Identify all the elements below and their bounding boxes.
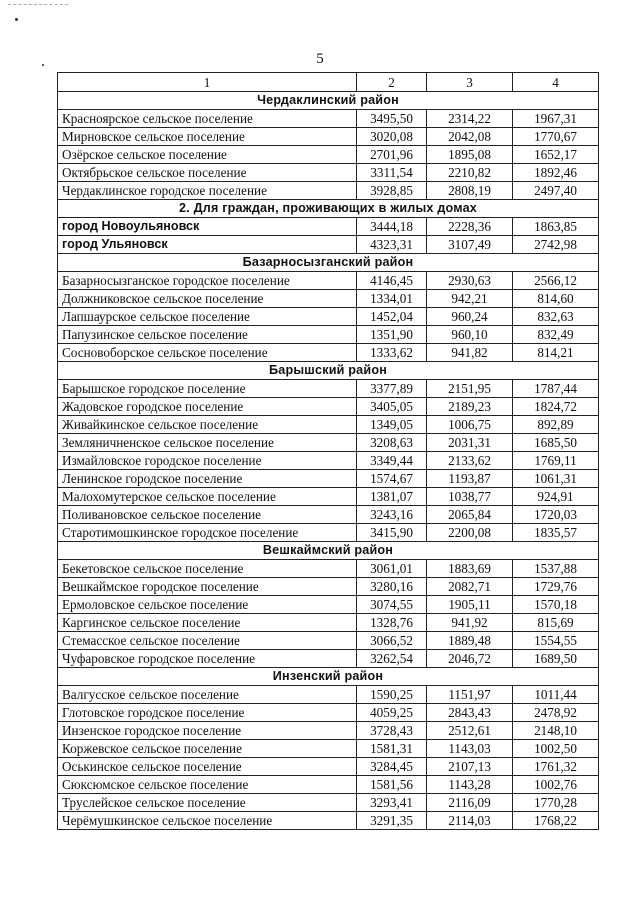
section-header-row <box>58 668 599 686</box>
table-row <box>58 272 599 290</box>
value-col-3: 1006,75 <box>427 416 513 434</box>
section-title: 2. Для граждан, проживающих в жилых домах <box>58 200 599 218</box>
value-col-3: 2046,72 <box>427 650 513 668</box>
value-col-4: 2566,12 <box>513 272 599 290</box>
settlement-name: Глотовское городское поселение <box>58 704 357 722</box>
section-title: Базарносызганский район <box>58 254 599 272</box>
table-row <box>58 506 599 524</box>
value-col-3: 941,92 <box>427 614 513 632</box>
table-row <box>58 110 599 128</box>
settlement-name: Сюксюмское сельское поселение <box>58 776 357 794</box>
table-row <box>58 308 599 326</box>
column-header: 2 <box>357 73 427 92</box>
value-col-4: 1967,31 <box>513 110 599 128</box>
value-col-4: 1770,28 <box>513 794 599 812</box>
settlement-name: Озёрское сельское поселение <box>58 146 357 164</box>
value-col-3: 2808,19 <box>427 182 513 200</box>
section-title: Барышский район <box>58 362 599 380</box>
section-title: Вешкаймский район <box>58 542 599 560</box>
value-col-3: 2512,61 <box>427 722 513 740</box>
settlement-name: Барышское городское поселение <box>58 380 357 398</box>
value-col-2: 3928,85 <box>357 182 427 200</box>
settlement-name: Чуфаровское городское поселение <box>58 650 357 668</box>
table-row <box>58 128 599 146</box>
value-col-4: 1011,44 <box>513 686 599 704</box>
settlement-name: Инзенское городское поселение <box>58 722 357 740</box>
value-col-2: 3444,18 <box>357 218 427 236</box>
value-col-3: 3107,49 <box>427 236 513 254</box>
value-col-3: 2200,08 <box>427 524 513 542</box>
table-row <box>58 434 599 452</box>
table-row <box>58 164 599 182</box>
value-col-4: 2478,92 <box>513 704 599 722</box>
value-col-2: 4059,25 <box>357 704 427 722</box>
section-title: Чердаклинский район <box>58 92 599 110</box>
value-col-3: 2189,23 <box>427 398 513 416</box>
value-col-4: 924,91 <box>513 488 599 506</box>
table-row <box>58 488 599 506</box>
value-col-2: 1334,01 <box>357 290 427 308</box>
table-row <box>58 560 599 578</box>
value-col-3: 2314,22 <box>427 110 513 128</box>
value-col-2: 1590,25 <box>357 686 427 704</box>
section-header-row <box>58 542 599 560</box>
value-col-2: 1328,76 <box>357 614 427 632</box>
table-row <box>58 794 599 812</box>
table-row <box>58 614 599 632</box>
value-col-4: 892,89 <box>513 416 599 434</box>
value-col-4: 1729,76 <box>513 578 599 596</box>
value-col-3: 2031,31 <box>427 434 513 452</box>
value-col-3: 941,82 <box>427 344 513 362</box>
value-col-4: 1537,88 <box>513 560 599 578</box>
value-col-2: 1351,90 <box>357 326 427 344</box>
value-col-3: 1895,08 <box>427 146 513 164</box>
value-col-3: 2228,36 <box>427 218 513 236</box>
value-col-3: 960,10 <box>427 326 513 344</box>
scan-speck <box>15 18 18 21</box>
table-row <box>58 398 599 416</box>
value-col-2: 4146,45 <box>357 272 427 290</box>
value-col-2: 3208,63 <box>357 434 427 452</box>
settlement-name: Октябрьское сельское поселение <box>58 164 357 182</box>
value-col-3: 2114,03 <box>427 812 513 830</box>
scan-artifact-line <box>8 4 68 5</box>
value-col-3: 1143,28 <box>427 776 513 794</box>
settlement-name: Папузинское сельское поселение <box>58 326 357 344</box>
table-row <box>58 470 599 488</box>
settlement-name: Земляничненское сельское поселение <box>58 434 357 452</box>
value-col-2: 3349,44 <box>357 452 427 470</box>
value-col-4: 1652,17 <box>513 146 599 164</box>
value-col-2: 3728,43 <box>357 722 427 740</box>
value-col-4: 832,63 <box>513 308 599 326</box>
table-row <box>58 812 599 830</box>
section-header-row <box>58 362 599 380</box>
table-row <box>58 146 599 164</box>
table-row <box>58 452 599 470</box>
table-row <box>58 578 599 596</box>
value-col-3: 1883,69 <box>427 560 513 578</box>
value-col-4: 1863,85 <box>513 218 599 236</box>
value-col-2: 1333,62 <box>357 344 427 362</box>
table-row <box>58 524 599 542</box>
settlement-name: Сосновоборское сельское поселение <box>58 344 357 362</box>
value-col-4: 1554,55 <box>513 632 599 650</box>
table-body <box>58 92 599 830</box>
section-title: Инзенский район <box>58 668 599 686</box>
settlement-name: Ленинское городское поселение <box>58 470 357 488</box>
value-col-4: 814,21 <box>513 344 599 362</box>
table-row <box>58 290 599 308</box>
value-col-2: 3311,54 <box>357 164 427 182</box>
value-col-2: 3415,90 <box>357 524 427 542</box>
value-col-2: 1381,07 <box>357 488 427 506</box>
settlement-name: город Ульяновск <box>58 236 357 254</box>
value-col-4: 1761,32 <box>513 758 599 776</box>
value-col-3: 942,21 <box>427 290 513 308</box>
settlement-name: Оськинское сельское поселение <box>58 758 357 776</box>
section-header-row <box>58 200 599 218</box>
column-header: 3 <box>427 73 513 92</box>
value-col-2: 3280,16 <box>357 578 427 596</box>
settlement-name: Мирновское сельское поселение <box>58 128 357 146</box>
value-col-3: 1038,77 <box>427 488 513 506</box>
column-header: 1 <box>58 73 357 92</box>
value-col-4: 1570,18 <box>513 596 599 614</box>
settlement-name: Чердаклинское городское поселение <box>58 182 357 200</box>
value-col-4: 1685,50 <box>513 434 599 452</box>
value-col-2: 3066,52 <box>357 632 427 650</box>
table-row <box>58 686 599 704</box>
settlement-name: Старотимошкинское городское поселение <box>58 524 357 542</box>
value-col-2: 3291,35 <box>357 812 427 830</box>
value-col-4: 1787,44 <box>513 380 599 398</box>
value-col-3: 1905,11 <box>427 596 513 614</box>
value-col-3: 2042,08 <box>427 128 513 146</box>
settlement-name: Малохомутерское сельское поселение <box>58 488 357 506</box>
value-col-4: 1061,31 <box>513 470 599 488</box>
value-col-4: 814,60 <box>513 290 599 308</box>
settlement-name: Каргинское сельское поселение <box>58 614 357 632</box>
value-col-2: 3020,08 <box>357 128 427 146</box>
settlement-name: Коржевское сельское поселение <box>58 740 357 758</box>
settlement-name: Ермоловское сельское поселение <box>58 596 357 614</box>
table-row <box>58 344 599 362</box>
value-col-2: 3243,16 <box>357 506 427 524</box>
table-row <box>58 218 599 236</box>
tariff-table <box>57 72 599 830</box>
section-header-row <box>58 254 599 272</box>
value-col-4: 1835,57 <box>513 524 599 542</box>
value-col-3: 2210,82 <box>427 164 513 182</box>
settlement-name: Черёмушкинское сельское поселение <box>58 812 357 830</box>
settlement-name: Измайловское городское поселение <box>58 452 357 470</box>
value-col-4: 2148,10 <box>513 722 599 740</box>
table-row <box>58 650 599 668</box>
table-row <box>58 722 599 740</box>
table-row <box>58 632 599 650</box>
value-col-3: 2116,09 <box>427 794 513 812</box>
value-col-2: 4323,31 <box>357 236 427 254</box>
value-col-4: 1768,22 <box>513 812 599 830</box>
settlement-name: Базарносызганское городское поселение <box>58 272 357 290</box>
value-col-2: 3074,55 <box>357 596 427 614</box>
column-header-row <box>58 73 599 92</box>
value-col-3: 2133,62 <box>427 452 513 470</box>
value-col-2: 3405,05 <box>357 398 427 416</box>
value-col-4: 832,49 <box>513 326 599 344</box>
value-col-4: 1892,46 <box>513 164 599 182</box>
value-col-3: 2930,63 <box>427 272 513 290</box>
settlement-name: Стемасское сельское поселение <box>58 632 357 650</box>
value-col-3: 2082,71 <box>427 578 513 596</box>
value-col-2: 3262,54 <box>357 650 427 668</box>
value-col-3: 1151,97 <box>427 686 513 704</box>
settlement-name: Красноярское сельское поселение <box>58 110 357 128</box>
value-col-4: 1002,76 <box>513 776 599 794</box>
value-col-2: 1581,56 <box>357 776 427 794</box>
value-col-2: 1349,05 <box>357 416 427 434</box>
settlement-name: Лапшаурское сельское поселение <box>58 308 357 326</box>
value-col-2: 3495,50 <box>357 110 427 128</box>
table-row <box>58 380 599 398</box>
value-col-2: 1452,04 <box>357 308 427 326</box>
table-row <box>58 416 599 434</box>
value-col-4: 815,69 <box>513 614 599 632</box>
value-col-3: 2843,43 <box>427 704 513 722</box>
value-col-2: 2701,96 <box>357 146 427 164</box>
table-row <box>58 236 599 254</box>
table-row <box>58 776 599 794</box>
settlement-name: Живайкинское сельское поселение <box>58 416 357 434</box>
table-row <box>58 596 599 614</box>
section-header-row <box>58 92 599 110</box>
settlement-name: Жадовское городское поселение <box>58 398 357 416</box>
value-col-2: 3061,01 <box>357 560 427 578</box>
table-row <box>58 182 599 200</box>
value-col-4: 1689,50 <box>513 650 599 668</box>
value-col-2: 3293,41 <box>357 794 427 812</box>
value-col-2: 3377,89 <box>357 380 427 398</box>
value-col-2: 3284,45 <box>357 758 427 776</box>
value-col-3: 2065,84 <box>427 506 513 524</box>
value-col-2: 1574,67 <box>357 470 427 488</box>
value-col-4: 1002,50 <box>513 740 599 758</box>
settlement-name: Бекетовское сельское поселение <box>58 560 357 578</box>
table-row <box>58 704 599 722</box>
value-col-4: 2742,98 <box>513 236 599 254</box>
value-col-3: 1143,03 <box>427 740 513 758</box>
settlement-name: Труслейское сельское поселение <box>58 794 357 812</box>
value-col-4: 1769,11 <box>513 452 599 470</box>
table-row <box>58 758 599 776</box>
value-col-4: 1770,67 <box>513 128 599 146</box>
value-col-4: 1824,72 <box>513 398 599 416</box>
settlement-name: Поливановское сельское поселение <box>58 506 357 524</box>
settlement-name: город Новоульяновск <box>58 218 357 236</box>
value-col-2: 1581,31 <box>357 740 427 758</box>
settlement-name: Валгусское сельское поселение <box>58 686 357 704</box>
settlement-name: Должниковское сельское поселение <box>58 290 357 308</box>
value-col-3: 1889,48 <box>427 632 513 650</box>
value-col-3: 2107,13 <box>427 758 513 776</box>
value-col-3: 1193,87 <box>427 470 513 488</box>
value-col-4: 2497,40 <box>513 182 599 200</box>
column-header: 4 <box>513 73 599 92</box>
table-row <box>58 740 599 758</box>
value-col-3: 2151,95 <box>427 380 513 398</box>
table-row <box>58 326 599 344</box>
value-col-3: 960,24 <box>427 308 513 326</box>
settlement-name: Вешкаймское городское поселение <box>58 578 357 596</box>
value-col-4: 1720,03 <box>513 506 599 524</box>
page-number: 5 <box>316 51 324 67</box>
